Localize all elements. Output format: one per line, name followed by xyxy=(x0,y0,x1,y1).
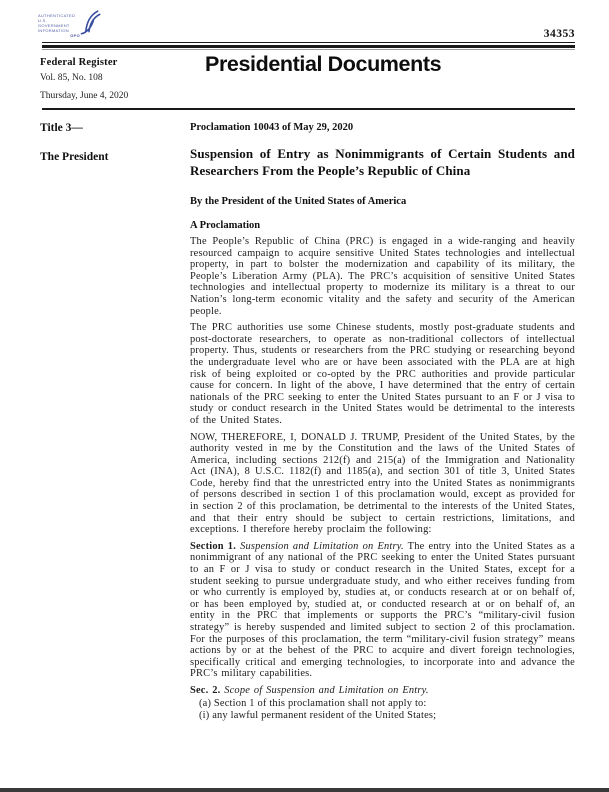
proclamation-number-line: Proclamation 10043 of May 29, 2020 xyxy=(190,122,354,133)
gpo-logo-line: U.S. GOVERNMENT xyxy=(38,18,70,28)
subsection-a: (a) Section 1 of this proclamation shall not apply to: xyxy=(199,697,427,709)
document-body xyxy=(40,120,575,722)
a-proclamation-heading: A Proclamation xyxy=(190,220,261,231)
header-rule-thin xyxy=(42,42,575,43)
issue-date: Thursday, June 4, 2020 xyxy=(40,91,129,101)
section-2-label: Sec. 2. xyxy=(190,684,221,696)
page-number: 34353 xyxy=(543,28,575,40)
section-1-paragraph xyxy=(190,541,575,680)
section-1-title: Suspension and Limitation on Entry. xyxy=(240,540,404,552)
section-1-label: Section 1. xyxy=(190,540,236,552)
gpo-eagle-icon xyxy=(76,9,102,37)
gpo-logo-line: INFORMATION xyxy=(38,28,70,33)
paragraph-3: NOW, THEREFORE, I, DONALD J. TRUMP, President of the United States, by the authority vested in me by the Constitution and the laws of the United States of America, including sections 212(f) and 215(a) of the Immigration and Nationality Act (INA), 8 U.S.C. 1182(f) and 1185(a), and section 301 of title 3, United States Code, hereby find that the unrestricted entry into the United States as nonimmigrants of persons described in section 1 of this proclamation would, except as provided for in section 2 of this proclamation, be detrimental to the interests of the United States, and that their entry should be subject to certain restrictions, limitations, and exceptions. I therefore hereby proclaim the following: xyxy=(190,431,575,536)
clause-i: (i) any lawful permanent resident of the United States; xyxy=(199,710,437,722)
section-1-text: The entry into the United States as a nonimmigrant of any national of the PRC seeking to enter the United States pursuant to an F or J visa to study or conduct research in the United States, except for a student seeking to pursue undergraduate study, and who either receives funding from or who currently is employed by, studies at, or conducts research at or on behalf of, or has been employed by, studied at, or conducted research at or on behalf of, an entity in the PRC that implements or supports the PRC’s “military-civil fusion strategy” is hereby suspended and limited subject to section 2 of this proclamation. For the purposes of this proclamation, the term “military-civil fusion strategy” means actions by or at the behest of the PRC to acquire and divert foreign technologies, specifically critical and emerging technologies, to incorporate into and advance the PRC’s military capabilities. xyxy=(190,540,575,680)
masthead xyxy=(40,57,128,101)
gpo-logo-text xyxy=(38,13,80,38)
volume-number: Vol. 85, No. 108 xyxy=(40,73,103,83)
header-rule-thick xyxy=(42,45,575,50)
proclamation-title: Suspension of Entry as Nonimmigrants of Certain Students and Researchers From the People’s Republic of China xyxy=(190,146,575,178)
proclamation-content xyxy=(190,120,575,722)
gpo-logo-line: GPO xyxy=(70,33,81,38)
title-sidebar xyxy=(40,120,190,722)
paragraph-2: The PRC authorities use some Chinese students, mostly post-graduate students and post-doctorate researchers, to operate as non-traditional collectors of intellectual property. Thus, students or researchers from the PRC studying or researching beyond the undergraduate level who are or have been associated with the PLA are at high risk of being exploited or co-opted by the PRC authorities and provide particular cause for concern. In light of the above, I have determined that the entry of certain nationals of the PRC seeking to enter the United States pursuant to an F or J visa to study or conduct research in the United States would be detrimental to the interests of the United States. xyxy=(190,322,575,426)
the-president-label: The President xyxy=(40,151,109,163)
masthead-rule xyxy=(42,108,575,110)
gpo-authenticated-logo xyxy=(38,9,102,39)
byline: By the President of the United States of America xyxy=(190,196,407,207)
section-2-title: Scope of Suspension and Limitation on Entry. xyxy=(224,684,429,696)
publication-name: Federal Register xyxy=(40,57,118,68)
section-2-paragraph xyxy=(190,685,575,697)
paragraph-1: The People’s Republic of China (PRC) is engaged in a wide-ranging and heavily resourced campaign to acquire sensitive United States technologies and intellectual property, in part to bolster the modernization and capability of its military, the People’s Liberation Army (PLA). The PRC’s acquisition of sensitive United States technologies and intellectual property to modernize its military is a threat to our Nation’s long-term economic vitality and the safety and security of the American people. xyxy=(190,236,575,317)
page-bottom-edge xyxy=(0,788,609,792)
title-3-label: Title 3— xyxy=(40,122,83,134)
section-title: Presidential Documents xyxy=(205,52,442,76)
gpo-logo-line: AUTHENTICATED xyxy=(38,13,76,18)
